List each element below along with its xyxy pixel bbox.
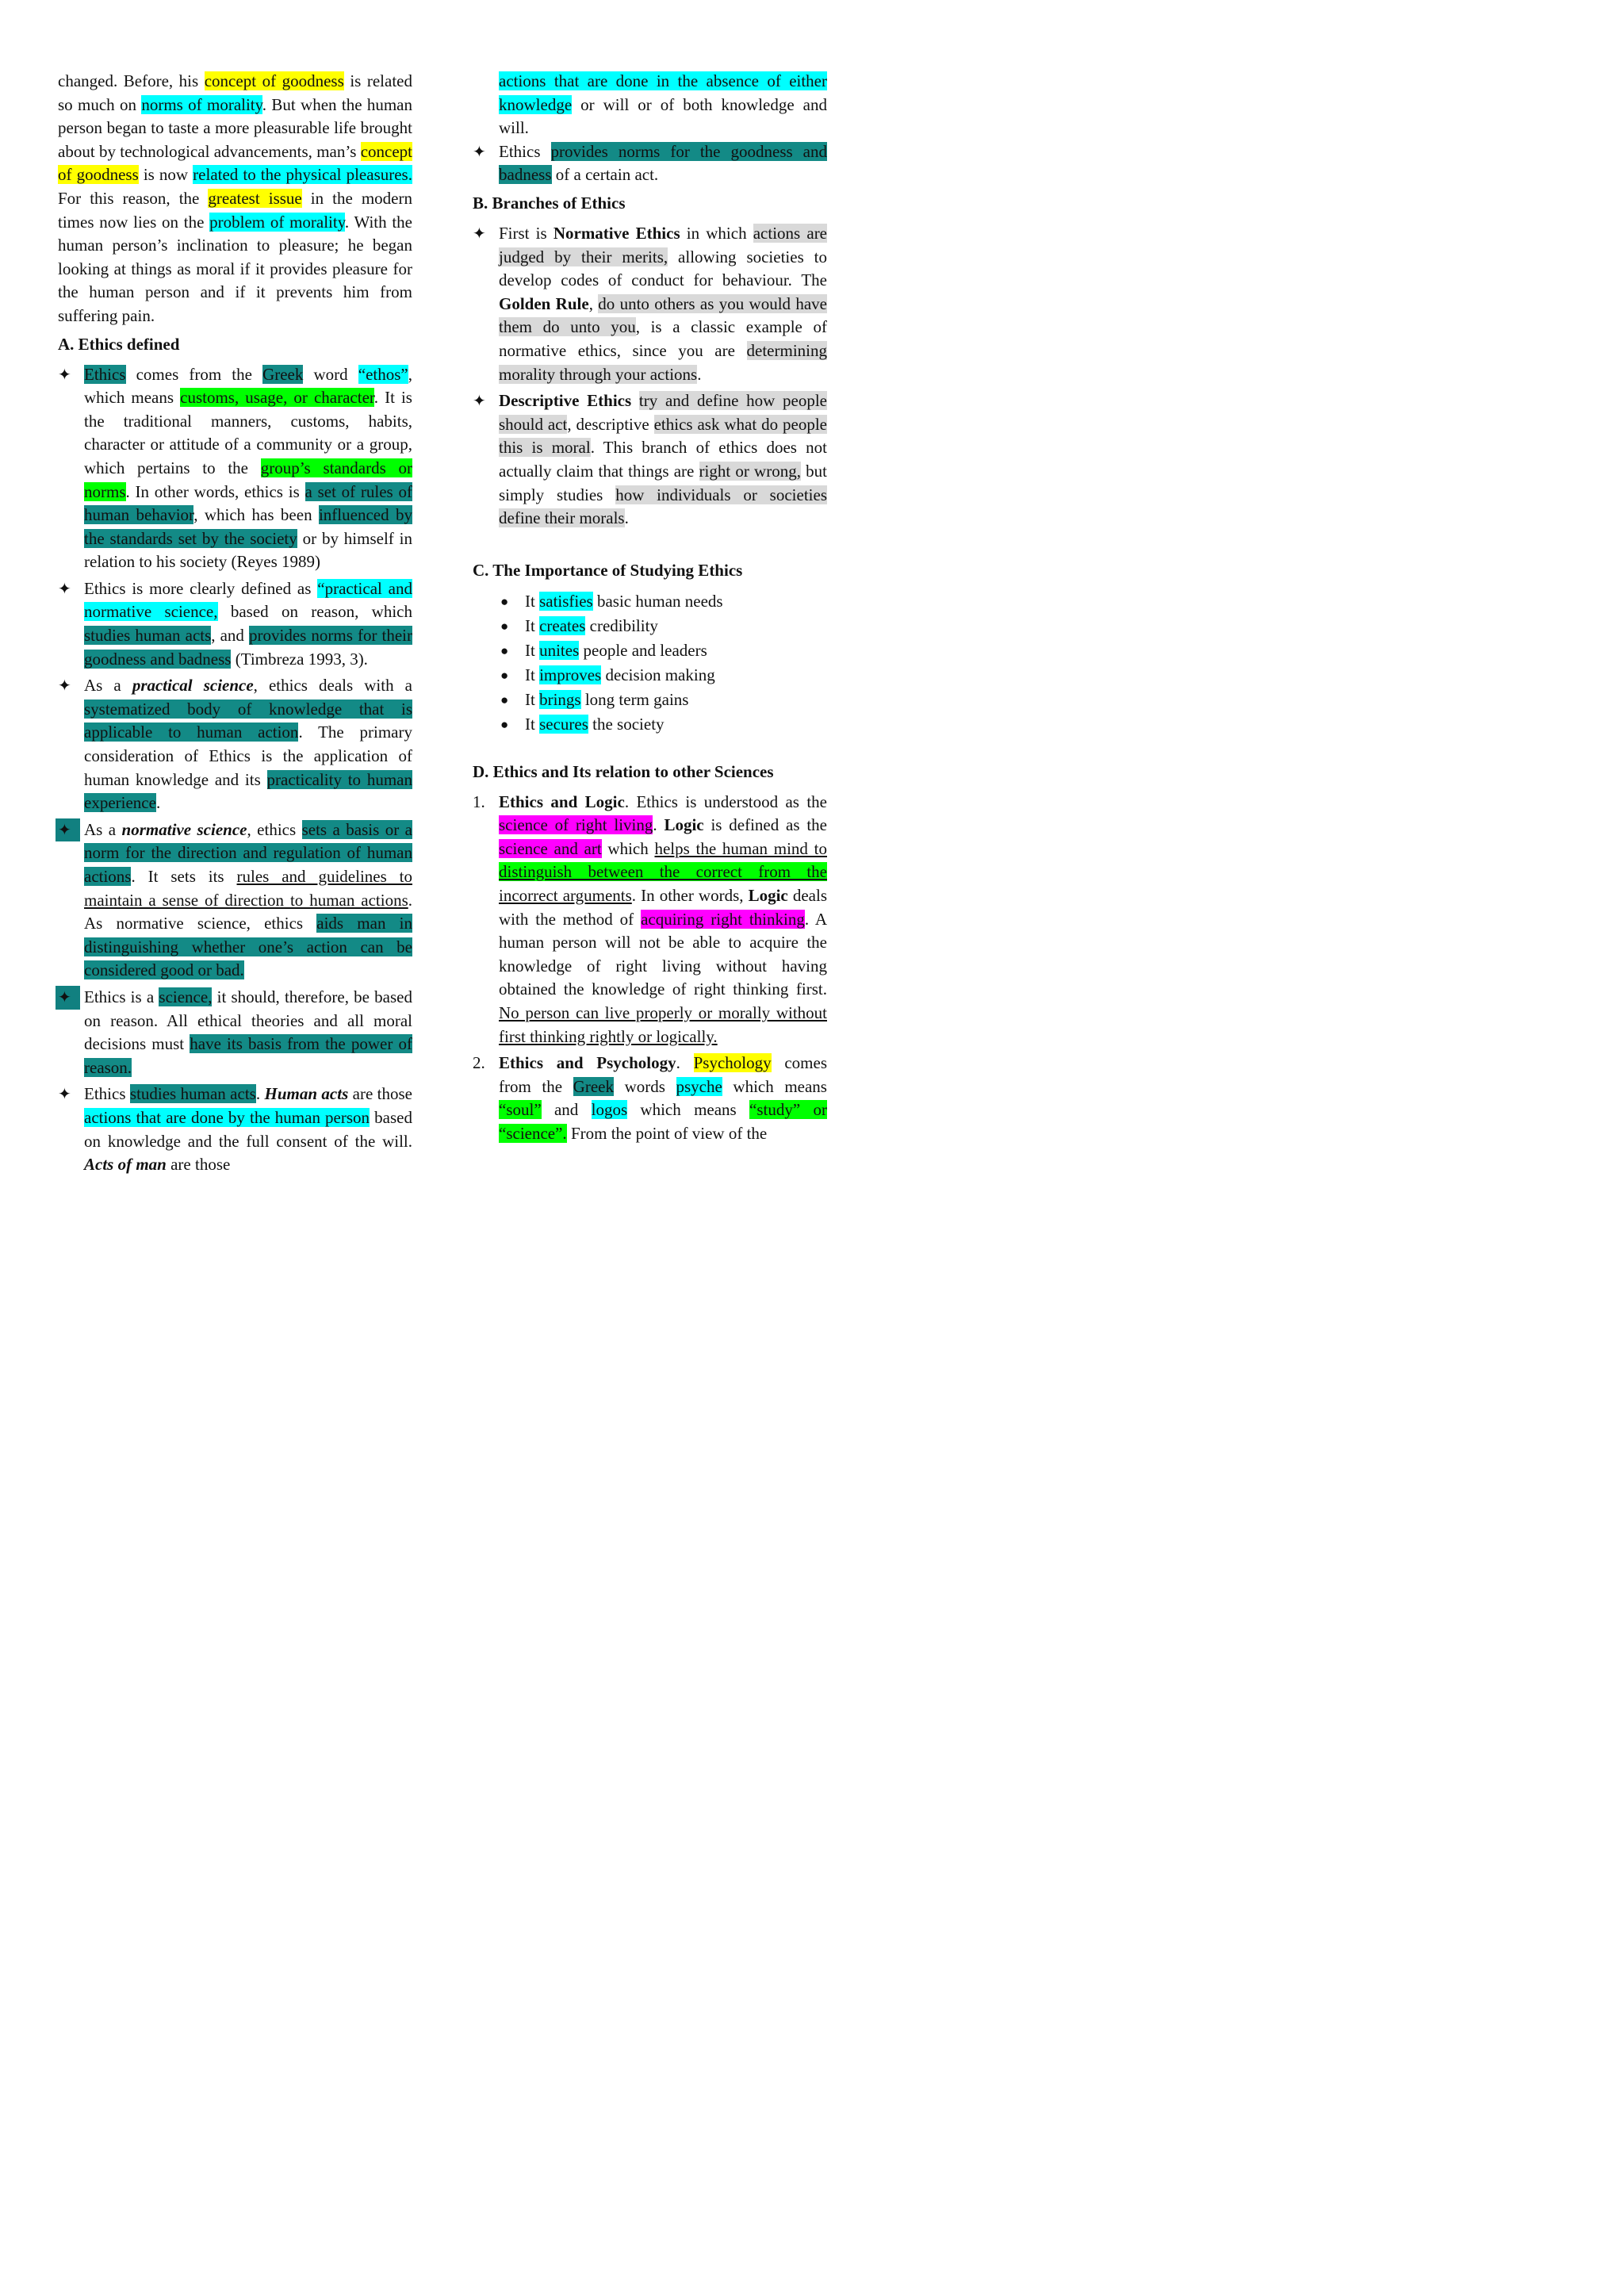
star-bullet-icon: ✦ bbox=[473, 141, 486, 161]
importance-list bbox=[473, 589, 827, 737]
right-column bbox=[473, 70, 827, 1149]
section-heading-d: D. Ethics and Its relation to other Sciences bbox=[473, 761, 774, 781]
list-item: ● It unites people and leaders bbox=[499, 638, 827, 663]
list-item: ✦ Ethics is more clearly defined as “practical and normative science, based on reason, which studies human acts, and provides norms for their goodness and badness (Timbreza 1993, 3). bbox=[58, 578, 413, 669]
star-bullet-icon: ✦ bbox=[58, 578, 71, 598]
section-heading-b: B. Branches of Ethics bbox=[473, 193, 626, 213]
bullet-icon: ● bbox=[500, 692, 509, 707]
list-item: ✦ First is Normative Ethics in which actions are judged by their merits, allowing societies to develop codes of conduct for behaviour. The Golden Rule, do unto others as you would have them do unto you, is a classic example of normative ethics, since you are determining morality through your actions. bbox=[473, 223, 828, 384]
list-item: ✦ As a practical science, ethics deals with a systematized body of knowledge that is applicable to human action. The primary consideration of Ethics is the application of human knowledge and its practicality to human experience. bbox=[58, 676, 412, 813]
bullet-icon: ● bbox=[500, 618, 509, 634]
list-item: ● It brings long term gains bbox=[499, 688, 827, 712]
section-heading-c: C. The Importance of Studying Ethics bbox=[473, 560, 743, 580]
numbered-item: 1. Ethics and Logic. Ethics is understood as the science of right living. Logic is defined as the science and art which helps the human mind to distinguish between the correct from the incorrect arguments. In other words, Logic deals with the method of acquiring right thinking. A human person will not be able to acquire the knowledge of right living without having obtained the knowledge of right thinking first. No person can live properly or morally without first thinking rightly or logically. bbox=[473, 792, 828, 1046]
left-column bbox=[58, 70, 412, 1180]
list-item: ● It improves decision making bbox=[499, 663, 827, 688]
list-item: ✦ Ethics provides norms for the goodness and badness of a certain act. bbox=[473, 141, 827, 185]
star-bullet-icon: ✦ bbox=[58, 1084, 71, 1104]
list-item: ✦ Descriptive Ethics try and define how people should act, descriptive ethics ask what do people this is moral. This branch of ethics does not actually claim that things are right or wrong, but simply studies how individuals or societies define their morals. bbox=[473, 391, 827, 528]
list-item: ✦ Ethics is a science, it should, therefore, be based on reason. All ethical theories and all moral decisions must have its basis from the power of reason. bbox=[58, 986, 412, 1079]
star-bullet-icon: ✦ bbox=[58, 364, 71, 384]
bullet-icon: ● bbox=[500, 593, 509, 609]
star-bullet-icon: ✦ bbox=[56, 818, 80, 842]
bullet-icon: ● bbox=[500, 716, 509, 732]
section-heading-a: A. Ethics defined bbox=[58, 334, 180, 354]
list-item: ✦ Ethics studies human acts. Human acts are those actions that are done by the human person based on knowledge and the full consent of the will. Acts of man are those bbox=[58, 1084, 413, 1175]
list-item: ● It satisfies basic human needs bbox=[499, 589, 827, 614]
continued-paragraph: actions that are done in the absence of either knowledge or will or of both knowledge and will. bbox=[499, 71, 827, 138]
list-item: ✦ As a normative science, ethics sets a basis or a norm for the direction and regulation of human actions. It sets its rules and guidelines to maintain a sense of direction to human actions. As normative science, ethics aids man in distinguishing whether one’s action can be considered good or bad. bbox=[58, 818, 412, 983]
list-item: ● It creates credibility bbox=[499, 614, 827, 638]
list-item: ● It secures the society bbox=[499, 712, 827, 737]
star-bullet-icon: ✦ bbox=[473, 223, 486, 243]
intro-paragraph: changed. Before, his concept of goodness is related so much on norms of morality. But when the human person began to taste a more pleasurable life brought about by technological advancements, man’s concept of goodness is now related to the physical pleasures. For this reason, the greatest issue in the modern times now lies on the problem of morality. With the human person’s inclination to pleasure; he began looking at things as moral if it provides pleasure for the human person and if it prevents him from suffering pain. bbox=[58, 71, 413, 325]
star-bullet-icon: ✦ bbox=[58, 676, 71, 696]
bullet-icon: ● bbox=[500, 667, 509, 683]
star-bullet-icon: ✦ bbox=[56, 986, 80, 1010]
numbered-item: 2. Ethics and Psychology. Psychology comes from the Greek words psyche which means “soul” and logos which means “study” or “science”. From the point of view of the bbox=[473, 1053, 827, 1143]
bullet-icon: ● bbox=[500, 642, 509, 658]
star-bullet-icon: ✦ bbox=[473, 391, 486, 411]
list-item: ✦ Ethics comes from the Greek word “ethos”, which means customs, usage, or character. It is the traditional manners, customs, habits, character or attitude of a community or a group, which pertains to the group’s standards or norms. In other words, ethics is a set of rules of human behavior, which has been influenced by the standards set by the society or by himself in relation to his society (Reyes 1989) bbox=[58, 364, 412, 572]
